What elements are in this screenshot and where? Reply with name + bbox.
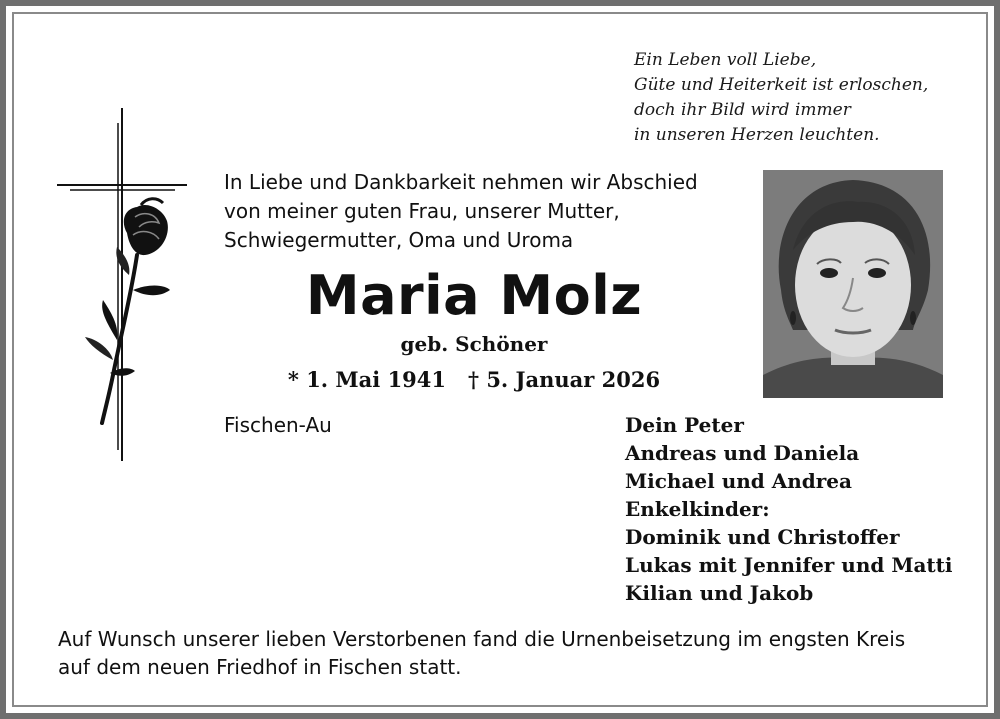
place-name: Fischen-Au [224, 413, 332, 437]
birth-date: * 1. Mai 1941 [287, 367, 447, 392]
burial-notice-line: Auf Wunsch unserer lieben Verstorbenen fand die Urnenbeisetzung im engsten Kreis [58, 627, 906, 651]
mourner-line: Michael und Andrea [625, 469, 852, 493]
cross-with-rose-icon [55, 105, 195, 469]
mourner-line: Andreas und Daniela [625, 441, 860, 465]
portrait-photo [763, 170, 943, 398]
quote-line: doch ihr Bild wird immer [634, 100, 851, 120]
farewell-text [224, 168, 744, 255]
farewell-line: In Liebe und Dankbarkeit nehmen wir Abschied [224, 170, 698, 194]
burial-notice-line: auf dem neuen Friedhof in Fischen statt. [58, 655, 462, 679]
mourner-line: Enkelkinder: [625, 497, 770, 521]
mourner-line: Dein Peter [625, 413, 744, 437]
memorial-quote [634, 48, 974, 148]
farewell-line: von meiner guten Frau, unserer Mutter, [224, 199, 620, 223]
farewell-line: Schwiegermutter, Oma und Uroma [224, 228, 574, 252]
quote-line: Güte und Heiterkeit ist erloschen, [634, 75, 929, 95]
mourners-list [625, 411, 965, 607]
quote-line: Ein Leben voll Liebe, [634, 50, 817, 70]
burial-notice [58, 625, 958, 681]
mourner-line: Lukas mit Jennifer und Matti [625, 553, 953, 577]
maiden-name: geb. Schöner [400, 332, 548, 356]
deceased-name: Maria Molz [305, 264, 643, 327]
mourner-line: Kilian und Jakob [625, 581, 814, 605]
mourner-line: Dominik und Christoffer [625, 525, 900, 549]
quote-line: in unseren Herzen leuchten. [634, 125, 880, 145]
life-dates [224, 365, 724, 395]
death-date: † 5. Januar 2026 [468, 367, 661, 392]
